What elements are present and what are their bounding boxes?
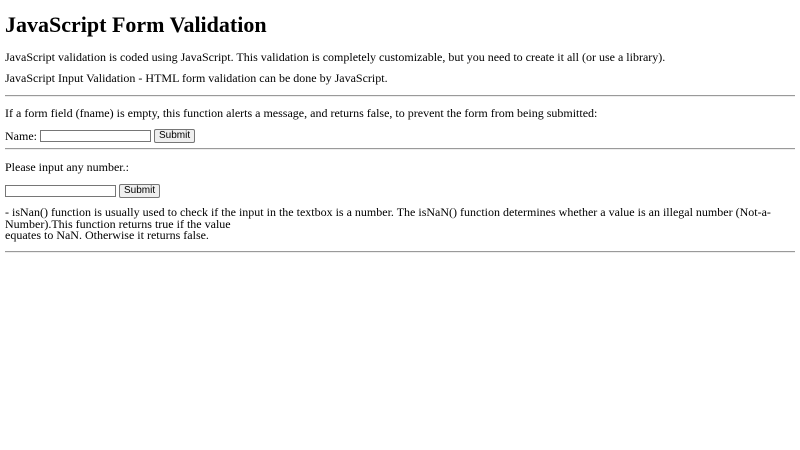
divider-1 (5, 95, 795, 97)
intro-paragraph-1: JavaScript validation is coded using JavaScript. This validation is completely customizable, but you need to create it all (or use a library). (5, 50, 666, 64)
divider-3 (5, 251, 795, 253)
page-title: JavaScript Form Validation (5, 12, 267, 37)
isnan-note-line-2: equates to NaN. Otherwise it returns false. (5, 228, 209, 242)
number-submit-button[interactable]: Submit (119, 184, 160, 198)
name-input[interactable] (40, 130, 151, 142)
intro-paragraph-2: JavaScript Input Validation - HTML form validation can be done by JavaScript. (5, 71, 388, 85)
form1-description: If a form field (fname) is empty, this function alerts a message, and returns false, to prevent the form from being submitted: (5, 106, 598, 120)
name-form (5, 129, 795, 143)
number-input[interactable] (5, 185, 116, 197)
number-label: Please input any number.: (5, 160, 129, 174)
page-content (5, 12, 795, 253)
divider-2 (5, 148, 795, 150)
number-form (5, 184, 795, 198)
isnan-note-line-1: - isNan() function is usually used to check if the input in the textbox is a number. The isNaN() function determines whether a value is an illegal number (Not-a-Number).This function returns true if the value (5, 205, 771, 231)
name-label: Name: (5, 128, 37, 143)
name-submit-button[interactable]: Submit (154, 129, 195, 143)
isnan-note (5, 207, 795, 242)
